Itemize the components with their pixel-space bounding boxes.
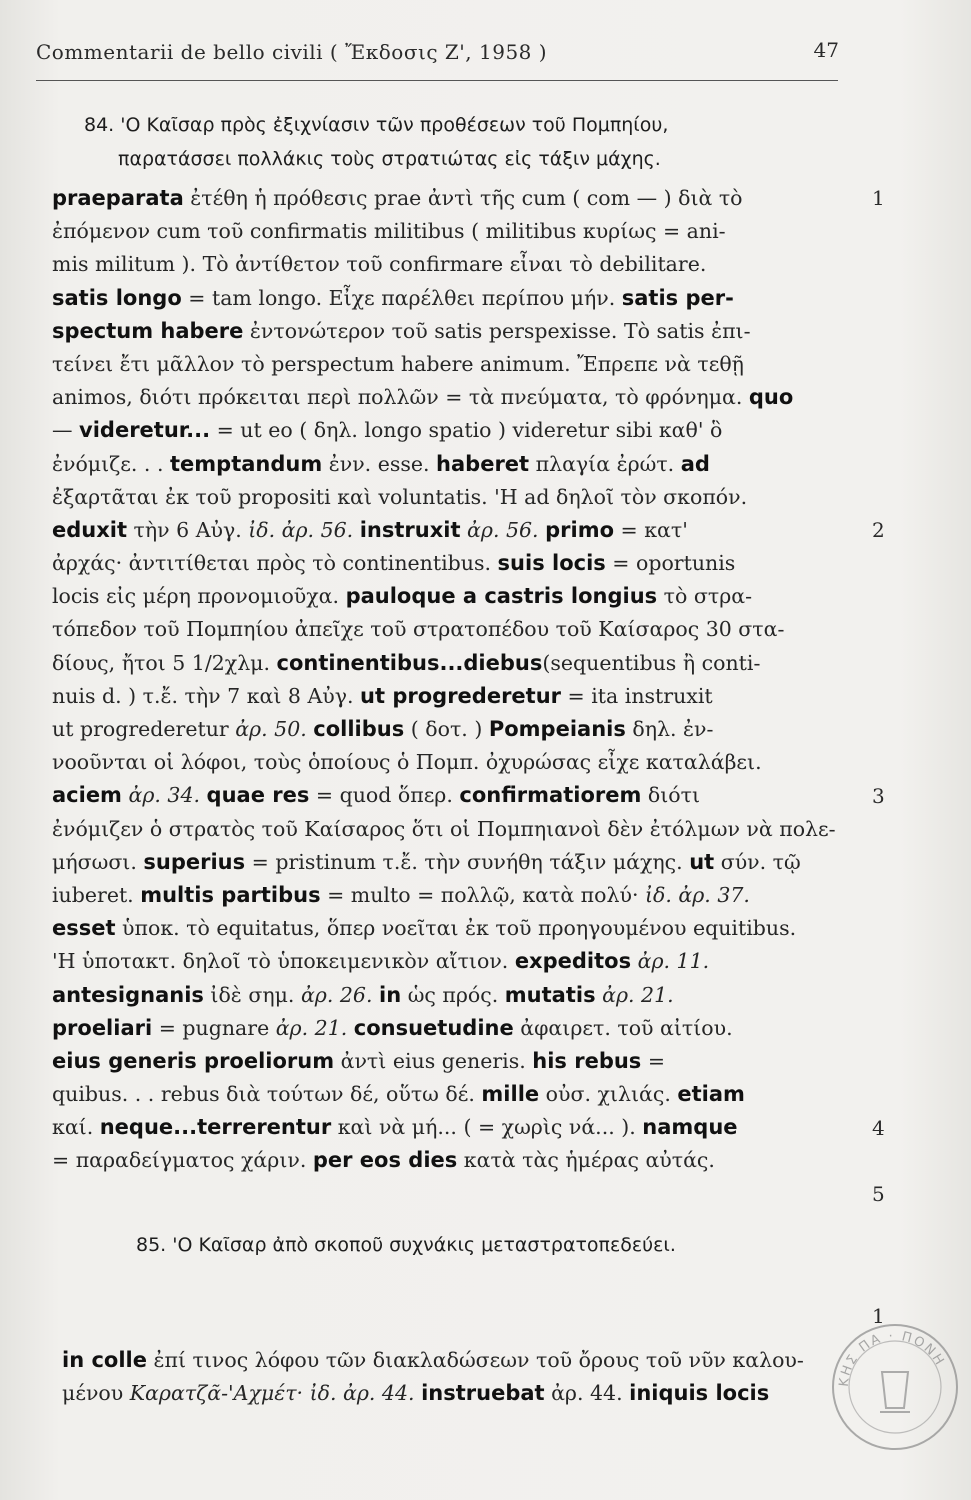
text-line — [52, 315, 862, 348]
reference: ἰδ. ἀρ. 37. — [645, 882, 750, 907]
commentary-text: ἀρχάς· ἀντιτίθεται πρὸς τὸ continentibus. — [52, 551, 498, 576]
lemma: in — [379, 982, 402, 1007]
lemma: videretur... — [79, 418, 211, 443]
commentary-text: ἀρ. 44. — [544, 1381, 630, 1406]
commentary-text: ὑποκ. τὸ equitatus, ὅπερ νοεῖται ἐκ τοῦ προηγουμένου equitibus. — [115, 916, 797, 941]
reference: ἀρ. 21. — [602, 982, 674, 1007]
text-line — [52, 481, 862, 514]
margin-number: 5 — [872, 1182, 885, 1206]
section-84-heading — [84, 108, 844, 176]
text-line — [62, 1344, 872, 1377]
commentary-text: nuis d. ) τ.ἔ. τὴν 7 καὶ 8 Αὐγ. — [52, 683, 361, 708]
reference: ἀρ. 56. — [467, 517, 539, 542]
lemma: his rebus — [532, 1048, 642, 1073]
commentary-text: ut progrederetur — [52, 717, 236, 741]
commentary-text: τόπεδον τοῦ Πομπηίου ἀπεῖχε τοῦ στρατοπέδου τοῦ Καίσαρος 30 στα- — [52, 617, 785, 642]
reference: ἀρ. 50. — [235, 717, 307, 741]
commentary-text: ὡς πρός. — [401, 982, 505, 1007]
lemma: aciem — [52, 783, 122, 808]
text-line — [52, 1078, 862, 1111]
text-line — [52, 1111, 862, 1144]
lemma: continentibus...diebus — [276, 650, 543, 675]
commentary-text: = pugnare — [152, 1015, 276, 1040]
commentary-text: σύν. τῷ — [714, 849, 801, 874]
reference: ἀρ. 11. — [637, 949, 710, 974]
commentary-text: = κατ' — [614, 517, 688, 542]
lemma: expeditos — [514, 949, 632, 974]
commentary-text: οὐσ. χιλιάς. — [539, 1082, 678, 1107]
commentary-text: iuberet. — [52, 882, 141, 907]
margin-number: 1 — [872, 1304, 885, 1328]
lemma: praeparata — [52, 186, 184, 210]
lemma: satis per- — [621, 285, 734, 310]
lemma: haberet — [436, 451, 530, 476]
margin-number: 3 — [872, 784, 885, 808]
commentary-text: μήσωσι. — [52, 849, 144, 874]
lemma: quae res — [206, 783, 310, 808]
commentary-text: μένου — [62, 1381, 130, 1406]
text-line — [52, 879, 862, 912]
commentary-text: ( δοτ. ) — [404, 717, 489, 741]
commentary-text: = ut eo ( δηλ. longo spatio ) videretur sibi καθ' ὃ — [210, 418, 723, 443]
reference: Καρατζᾶ-'Αχμέτ· — [129, 1381, 304, 1406]
reference: ἰδ. ἀρ. 44. — [309, 1381, 415, 1406]
text-line — [52, 813, 862, 846]
margin-number: 4 — [872, 1116, 885, 1140]
commentary-text: = — [641, 1048, 666, 1073]
text-line — [52, 1012, 862, 1045]
text-line — [52, 348, 862, 381]
lemma: eduxit — [52, 517, 128, 542]
commentary-text: τὴν 6 Αὐγ. — [127, 517, 249, 542]
commentary-text: ἀφαιρετ. τοῦ αἰτίου. — [513, 1015, 733, 1040]
commentary-text: ἐπί τινος λόφου τῶν διακλαδώσεων τοῦ ὄρους τοῦ νῦν καλου- — [146, 1348, 804, 1372]
reference: ἀρ. 26. — [300, 982, 373, 1007]
text-line — [52, 779, 862, 812]
commentary-text: διότι — [641, 783, 700, 808]
commentary-text: τὸ στρα- — [657, 584, 753, 609]
lemma: temptandum — [170, 451, 323, 476]
lemma: ut progrederetur — [360, 683, 562, 708]
section-84-heading-line2: παρατάσσει πολλάκις τοὺς στρατιώτας εἰς τάξιν μάχης. — [118, 148, 661, 170]
text-line — [52, 282, 862, 315]
commentary-text: = oportunis — [605, 551, 736, 576]
section-84-commentary — [52, 182, 862, 1178]
lemma: namque — [642, 1115, 738, 1140]
text-line — [52, 846, 862, 879]
text-line — [52, 547, 862, 580]
commentary-text: locis εἰς μέρη προνομιοῦχα. — [52, 584, 346, 609]
lemma: ad — [680, 451, 710, 476]
lemma: collibus — [313, 717, 405, 741]
svg-text:ΚΗΣ ΠΑ · ΠΟΝΗ — [837, 1329, 948, 1388]
section-85-commentary — [62, 1344, 872, 1410]
commentary-text: = ita instruxit — [561, 683, 713, 708]
text-line — [52, 746, 862, 779]
commentary-text: καὶ νὰ μή... ( = χωρὶς νά... ). — [331, 1115, 643, 1140]
commentary-text: = pristinum τ.ἔ. τὴν συνήθη τάξιν μάχης. — [245, 849, 690, 874]
commentary-text: δίους, ἤτοι 5 1/2χλμ. — [52, 650, 277, 675]
text-line — [52, 1144, 862, 1177]
commentary-text: (sequentibus ἢ conti- — [542, 650, 761, 675]
commentary-text: ἰδὲ σημ. — [203, 982, 301, 1007]
commentary-text: ἐτέθη ἡ πρόθεσις prae ἀντὶ τῆς cum ( com — ) διὰ τὸ — [183, 186, 743, 210]
commentary-text: = tam longo. Εἶχε παρέλθει περίπου μήν. — [181, 285, 622, 310]
text-line — [52, 680, 862, 713]
lemma: confirmatiorem — [459, 783, 642, 808]
commentary-text: = quod ὅπερ. — [309, 783, 460, 808]
commentary-text: ἐνόμιζεν ὁ στρατὸς τοῦ Καίσαρος ὅτι οἱ Πομπηιανοὶ δὲν ἐτόλμων νὰ πολε- — [52, 816, 836, 841]
reference: ἀρ. 34. — [128, 783, 201, 808]
commentary-text: quibus. . . rebus διὰ τούτων δέ, οὕτω δέ. — [52, 1082, 482, 1107]
lemma: etiam — [677, 1082, 745, 1107]
commentary-text: ἐνν. esse. — [322, 451, 437, 476]
lemma: antesignanis — [52, 982, 204, 1007]
commentary-text: τείνει ἔτι μᾶλλον τὸ perspectum habere animum. Ἔπρεπε νὰ τεθῇ — [52, 351, 744, 376]
lemma: multis partibus — [140, 882, 321, 907]
section-84-heading-line1: 84. 'Ο Καῖσαρ πρὸς ἐξιχνίασιν τῶν προθέσεων τοῦ Πομπηίου, — [84, 114, 669, 136]
text-line — [52, 979, 862, 1012]
commentary-text: δηλ. ἐν- — [625, 717, 714, 741]
commentary-text: ἐντονώτερον τοῦ satis perspexisse. Τὸ satis ἐπι- — [243, 318, 751, 343]
lemma: instruxit — [359, 517, 461, 542]
commentary-text: = multo = πολλῷ, κατὰ πολύ· — [320, 882, 645, 907]
lemma: eius generis proeliorum — [52, 1048, 335, 1073]
lemma: satis longo — [52, 285, 182, 310]
text-line — [52, 713, 862, 746]
lemma: quo — [748, 385, 794, 410]
running-title: Commentarii de bello civili ( Ἔκδοσις Ζ', 1958 ) — [36, 40, 548, 64]
text-line — [52, 448, 862, 481]
lemma: primo — [545, 517, 615, 542]
text-line — [52, 248, 862, 281]
lemma: consuetudine — [353, 1015, 514, 1040]
lemma: suis locis — [497, 551, 606, 576]
text-line — [52, 647, 862, 680]
lemma: ut — [689, 849, 715, 874]
text-line — [52, 945, 862, 978]
text-line — [52, 414, 862, 447]
commentary-text: πλαγία ἐρώτ. — [529, 451, 681, 476]
lemma: esset — [52, 916, 116, 941]
lemma: neque...terrerentur — [99, 1115, 332, 1140]
text-line — [52, 215, 862, 248]
lemma: per eos dies — [312, 1148, 458, 1173]
commentary-text: 'Η ὑποτακτ. δηλοῖ τὸ ὑποκειμενικὸν αἴτιον. — [52, 949, 515, 974]
page-number: 47 — [813, 38, 839, 62]
text-line — [52, 182, 862, 215]
commentary-text: ἀντὶ eius generis. — [334, 1048, 533, 1073]
commentary-text: ἐνόμιζε. . . — [52, 451, 170, 476]
reference: ἰδ. ἀρ. 56. — [248, 517, 354, 542]
lemma: mille — [481, 1082, 540, 1107]
text-line — [52, 514, 862, 547]
commentary-text: κατὰ τὰς ἡμέρας αὐτάς. — [457, 1148, 715, 1173]
margin-number: 2 — [872, 518, 885, 542]
section-85-heading: 85. 'Ο Καῖσαρ ἀπὸ σκοποῦ συχνάκις μεταστρατοπεδεύει. — [136, 1234, 676, 1256]
lemma: Pompeianis — [488, 717, 626, 741]
lemma: proeliari — [52, 1015, 153, 1040]
stamp-text: ΚΗΣ ΠΑ · ΠΟΝΗ — [836, 1328, 948, 1388]
text-line — [52, 912, 862, 945]
lemma: in colle — [62, 1348, 147, 1372]
header-rule — [36, 80, 838, 81]
commentary-text: mis militum ). Τὸ ἀντίθετον τοῦ confirmare εἶναι τὸ debilitare. — [52, 252, 707, 277]
commentary-text: animos, διότι πρόκειται περὶ πολλῶν = τὰ πνεύματα, τὸ φρόνημα. — [52, 385, 749, 410]
text-line — [52, 580, 862, 613]
lemma: superius — [143, 849, 246, 874]
commentary-text: = παραδείγματος χάριν. — [52, 1148, 313, 1173]
library-stamp — [820, 1312, 970, 1462]
text-line — [52, 613, 862, 646]
margin-number: 1 — [872, 186, 885, 210]
text-line — [52, 1045, 862, 1078]
text-line — [52, 381, 862, 414]
text-line — [62, 1377, 872, 1410]
commentary-text: ἐξαρτᾶται ἐκ τοῦ propositi καὶ voluntatis. 'Η ad δηλοῖ τὸν σκοπόν. — [52, 484, 748, 509]
commentary-text: ἐπόμενον cum τοῦ confirmatis militibus ( militibus κυρίως = ani- — [52, 219, 726, 244]
lemma: spectum habere — [52, 318, 244, 343]
lemma: iniquis locis — [629, 1381, 770, 1406]
reference: ἀρ. 21. — [275, 1015, 348, 1040]
lemma: mutatis — [504, 982, 596, 1007]
lemma: instruebat — [421, 1381, 545, 1406]
commentary-text: νοοῦνται οἱ λόφοι, τοὺς ὁποίους ὁ Πομπ. ὀχυρώσας εἶχε καταλάβει. — [52, 750, 762, 775]
commentary-text: καί. — [52, 1115, 100, 1140]
commentary-text: — — [52, 418, 80, 443]
lemma: pauloque a castris longius — [345, 584, 658, 609]
